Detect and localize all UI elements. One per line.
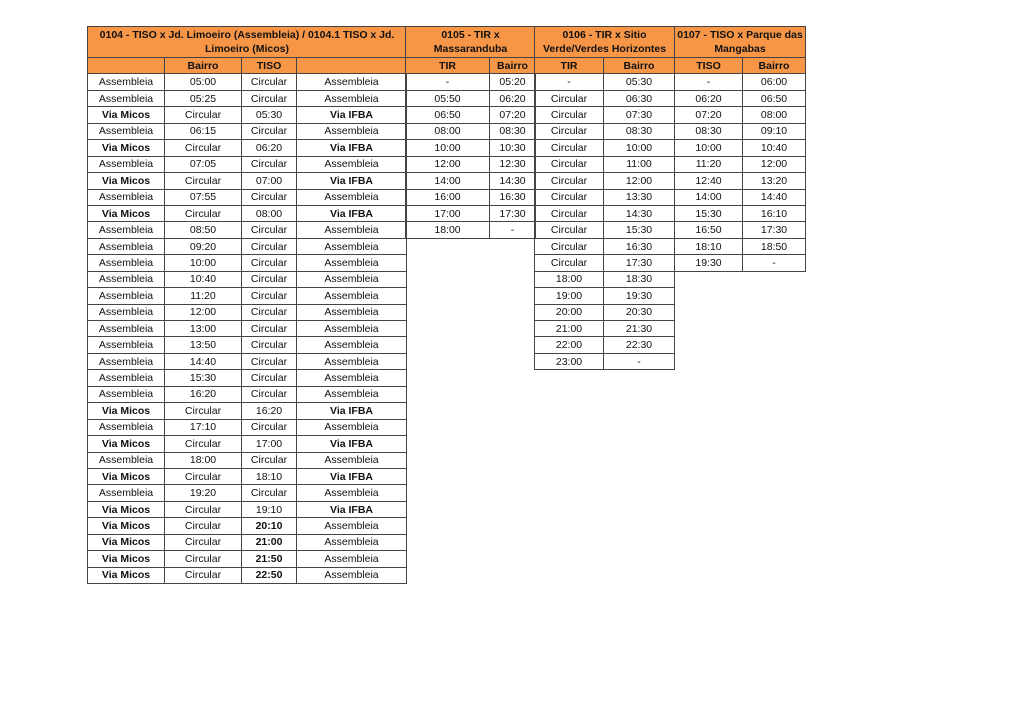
table-row bbox=[88, 271, 407, 287]
table-row bbox=[406, 205, 536, 221]
table-cell: 17:10 bbox=[165, 419, 242, 435]
table-cell: 16:10 bbox=[743, 205, 806, 221]
table-row bbox=[535, 107, 675, 123]
table-cell: 06:20 bbox=[490, 90, 536, 106]
table-cell: - bbox=[535, 74, 604, 90]
table-cell: Circular bbox=[242, 304, 297, 320]
table-cell: 12:40 bbox=[675, 173, 743, 189]
table-cell: 16:50 bbox=[675, 222, 743, 238]
table-row bbox=[535, 74, 675, 90]
table-cell: 05:30 bbox=[604, 74, 675, 90]
table-cell: 12:00 bbox=[406, 156, 490, 172]
table-row bbox=[88, 123, 407, 139]
table-cell: Assembleia bbox=[88, 238, 165, 254]
table-cell: Assembleia bbox=[88, 485, 165, 501]
table-cell: Circular bbox=[165, 501, 242, 517]
table-cell: 13:20 bbox=[743, 173, 806, 189]
table-row bbox=[535, 123, 675, 139]
table-cell: 22:50 bbox=[242, 567, 297, 583]
table-cell: 14:30 bbox=[490, 173, 536, 189]
table-cell: Via Micos bbox=[88, 173, 165, 189]
table-row bbox=[675, 140, 806, 156]
table-cell: Assembleia bbox=[297, 534, 407, 550]
schedule-table-0106 bbox=[534, 26, 675, 370]
table-cell: - bbox=[406, 74, 490, 90]
table-row bbox=[88, 156, 407, 172]
table-row bbox=[88, 403, 407, 419]
line-0105-col-bairro: Bairro bbox=[490, 58, 536, 74]
table-cell: 08:00 bbox=[743, 107, 806, 123]
table-cell: Circular bbox=[242, 288, 297, 304]
table-cell: Circular bbox=[165, 436, 242, 452]
table-cell: 07:55 bbox=[165, 189, 242, 205]
table-cell: 06:20 bbox=[675, 90, 743, 106]
table-row bbox=[88, 107, 407, 123]
table-row bbox=[406, 156, 536, 172]
table-cell: 08:30 bbox=[604, 123, 675, 139]
table-cell: 20:00 bbox=[535, 304, 604, 320]
table-cell: Circular bbox=[165, 518, 242, 534]
table-cell: 16:00 bbox=[406, 189, 490, 205]
table-cell: Via IFBA bbox=[297, 468, 407, 484]
table-cell: - bbox=[743, 255, 806, 271]
table-cell: 15:30 bbox=[675, 205, 743, 221]
table-row bbox=[675, 255, 806, 271]
table-cell: 18:50 bbox=[743, 238, 806, 254]
table-row bbox=[88, 238, 407, 254]
table-cell: 21:30 bbox=[604, 321, 675, 337]
line-0104-col-empty-right bbox=[297, 58, 407, 74]
table-cell: Assembleia bbox=[88, 90, 165, 106]
table-row bbox=[535, 90, 675, 106]
table-cell: 10:40 bbox=[165, 271, 242, 287]
table-cell: Circular bbox=[535, 107, 604, 123]
table-cell: Assembleia bbox=[297, 485, 407, 501]
table-row bbox=[675, 156, 806, 172]
table-cell: Via Micos bbox=[88, 551, 165, 567]
table-cell: Circular bbox=[535, 222, 604, 238]
table-cell: 11:00 bbox=[604, 156, 675, 172]
table-cell: Via Micos bbox=[88, 205, 165, 221]
table-row bbox=[406, 90, 536, 106]
table-cell: 14:30 bbox=[604, 205, 675, 221]
table-cell: Assembleia bbox=[88, 222, 165, 238]
table-cell: 13:50 bbox=[165, 337, 242, 353]
table-cell: 20:30 bbox=[604, 304, 675, 320]
table-row bbox=[406, 189, 536, 205]
table-cell: 11:20 bbox=[165, 288, 242, 304]
table-cell: Assembleia bbox=[297, 567, 407, 583]
table-row bbox=[88, 436, 407, 452]
table-cell: 07:00 bbox=[242, 173, 297, 189]
table-cell: Via Micos bbox=[88, 518, 165, 534]
table-cell: Assembleia bbox=[297, 238, 407, 254]
table-cell: 19:00 bbox=[535, 288, 604, 304]
table-cell: 10:00 bbox=[165, 255, 242, 271]
table-cell: 10:00 bbox=[604, 140, 675, 156]
table-cell: Via IFBA bbox=[297, 501, 407, 517]
table-cell: Circular bbox=[242, 271, 297, 287]
table-cell: 08:50 bbox=[165, 222, 242, 238]
table-cell: Via Micos bbox=[88, 436, 165, 452]
table-cell: Assembleia bbox=[297, 90, 407, 106]
table-cell: Via Micos bbox=[88, 403, 165, 419]
table-cell: Assembleia bbox=[297, 156, 407, 172]
table-row bbox=[88, 386, 407, 402]
table-cell: Circular bbox=[242, 353, 297, 369]
table-row bbox=[535, 222, 675, 238]
table-cell: Circular bbox=[165, 140, 242, 156]
table-row bbox=[88, 370, 407, 386]
table-cell: Assembleia bbox=[297, 337, 407, 353]
table-row bbox=[88, 255, 407, 271]
table-cell: Assembleia bbox=[88, 321, 165, 337]
table-row bbox=[675, 205, 806, 221]
table-row bbox=[675, 74, 806, 90]
table-cell: Assembleia bbox=[297, 189, 407, 205]
table-cell: Assembleia bbox=[88, 337, 165, 353]
table-cell: Via IFBA bbox=[297, 140, 407, 156]
table-row bbox=[535, 205, 675, 221]
table-cell: Via IFBA bbox=[297, 205, 407, 221]
table-cell: Via Micos bbox=[88, 567, 165, 583]
table-row bbox=[406, 107, 536, 123]
table-cell: Assembleia bbox=[297, 321, 407, 337]
table-row bbox=[535, 173, 675, 189]
line-0107-col-bairro: Bairro bbox=[743, 58, 806, 74]
line-0106-title: 0106 - TIR x Sitio Verde/Verdes Horizontes bbox=[535, 27, 675, 58]
table-cell: Assembleia bbox=[88, 419, 165, 435]
table-cell: 19:20 bbox=[165, 485, 242, 501]
table-cell: Circular bbox=[242, 419, 297, 435]
table-row bbox=[88, 468, 407, 484]
table-cell: 06:30 bbox=[604, 90, 675, 106]
table-row bbox=[535, 304, 675, 320]
table-cell: 06:50 bbox=[743, 90, 806, 106]
table-cell: Assembleia bbox=[297, 370, 407, 386]
table-cell: Circular bbox=[242, 156, 297, 172]
table-row bbox=[535, 337, 675, 353]
table-cell: Circular bbox=[242, 386, 297, 402]
table-cell: Circular bbox=[535, 156, 604, 172]
table-cell: 12:00 bbox=[743, 156, 806, 172]
table-cell: 12:00 bbox=[604, 173, 675, 189]
table-cell: 09:10 bbox=[743, 123, 806, 139]
table-cell: Circular bbox=[535, 189, 604, 205]
table-cell: Assembleia bbox=[297, 353, 407, 369]
line-0107-title: 0107 - TISO x Parque das Mangabas bbox=[675, 27, 806, 58]
table-cell: 10:40 bbox=[743, 140, 806, 156]
table-cell: 18:00 bbox=[535, 271, 604, 287]
table-cell: 13:30 bbox=[604, 189, 675, 205]
table-cell: Assembleia bbox=[88, 255, 165, 271]
table-cell: 13:00 bbox=[165, 321, 242, 337]
table-cell: Via Micos bbox=[88, 107, 165, 123]
table-cell: Assembleia bbox=[88, 386, 165, 402]
table-cell: 17:30 bbox=[743, 222, 806, 238]
schedule-table-0107 bbox=[674, 26, 806, 272]
table-row bbox=[675, 123, 806, 139]
table-cell: Assembleia bbox=[297, 288, 407, 304]
table-row bbox=[406, 74, 536, 90]
table-cell: 10:00 bbox=[675, 140, 743, 156]
table-cell: Via IFBA bbox=[297, 436, 407, 452]
table-cell: 08:30 bbox=[675, 123, 743, 139]
table-cell: Circular bbox=[165, 567, 242, 583]
table-row bbox=[675, 90, 806, 106]
table-cell: Circular bbox=[535, 205, 604, 221]
table-cell: 18:30 bbox=[604, 271, 675, 287]
table-row bbox=[88, 74, 407, 90]
table-cell: 16:30 bbox=[490, 189, 536, 205]
table-cell: 16:20 bbox=[242, 403, 297, 419]
table-cell: 18:00 bbox=[406, 222, 490, 238]
table-cell: 17:30 bbox=[490, 205, 536, 221]
table-cell: 07:20 bbox=[675, 107, 743, 123]
table-cell: Circular bbox=[535, 255, 604, 271]
table-cell: Assembleia bbox=[297, 304, 407, 320]
table-row bbox=[535, 140, 675, 156]
table-row bbox=[88, 90, 407, 106]
table-cell: 14:00 bbox=[406, 173, 490, 189]
table-row bbox=[535, 353, 675, 369]
table-row bbox=[406, 173, 536, 189]
table-cell: Assembleia bbox=[88, 370, 165, 386]
table-row bbox=[406, 123, 536, 139]
table-cell: 17:00 bbox=[242, 436, 297, 452]
table-cell: 08:00 bbox=[406, 123, 490, 139]
table-cell: 17:00 bbox=[406, 205, 490, 221]
table-row bbox=[675, 107, 806, 123]
table-cell: Circular bbox=[165, 551, 242, 567]
table-row bbox=[88, 337, 407, 353]
table-row bbox=[675, 173, 806, 189]
table-row bbox=[675, 238, 806, 254]
table-cell: 05:30 bbox=[242, 107, 297, 123]
table-row bbox=[88, 222, 407, 238]
table-cell: 07:05 bbox=[165, 156, 242, 172]
table-row bbox=[88, 419, 407, 435]
table-cell: Via Micos bbox=[88, 140, 165, 156]
table-cell: 12:30 bbox=[490, 156, 536, 172]
table-cell: Assembleia bbox=[88, 304, 165, 320]
table-cell: Assembleia bbox=[88, 288, 165, 304]
table-cell: Assembleia bbox=[297, 123, 407, 139]
table-cell: 17:30 bbox=[604, 255, 675, 271]
table-cell: 05:25 bbox=[165, 90, 242, 106]
table-cell: Via IFBA bbox=[297, 173, 407, 189]
table-cell: 05:20 bbox=[490, 74, 536, 90]
table-cell: 06:20 bbox=[242, 140, 297, 156]
table-cell: 05:00 bbox=[165, 74, 242, 90]
table-row bbox=[535, 189, 675, 205]
table-cell: Via IFBA bbox=[297, 107, 407, 123]
table-cell: Circular bbox=[242, 321, 297, 337]
line-0104-col-tiso: TISO bbox=[242, 58, 297, 74]
table-row bbox=[88, 140, 407, 156]
schedule-table-0104 bbox=[87, 26, 407, 584]
table-cell: Via IFBA bbox=[297, 403, 407, 419]
table-cell: 11:20 bbox=[675, 156, 743, 172]
table-cell: Circular bbox=[242, 90, 297, 106]
table-cell: Circular bbox=[242, 370, 297, 386]
line-0107-col-tiso: TISO bbox=[675, 58, 743, 74]
table-row bbox=[88, 321, 407, 337]
table-cell: Assembleia bbox=[297, 255, 407, 271]
table-cell: Via Micos bbox=[88, 468, 165, 484]
table-cell: Assembleia bbox=[88, 353, 165, 369]
table-cell: 06:50 bbox=[406, 107, 490, 123]
table-cell: Circular bbox=[165, 205, 242, 221]
table-cell: 14:40 bbox=[743, 189, 806, 205]
table-cell: 18:10 bbox=[242, 468, 297, 484]
table-cell: Circular bbox=[165, 534, 242, 550]
table-cell: - bbox=[675, 74, 743, 90]
table-cell: 18:00 bbox=[165, 452, 242, 468]
table-row bbox=[88, 189, 407, 205]
table-cell: Circular bbox=[242, 255, 297, 271]
table-cell: 19:10 bbox=[242, 501, 297, 517]
table-cell: 21:00 bbox=[242, 534, 297, 550]
table-cell: 20:10 bbox=[242, 518, 297, 534]
table-cell: 21:50 bbox=[242, 551, 297, 567]
table-cell: Circular bbox=[535, 140, 604, 156]
table-row bbox=[535, 255, 675, 271]
line-0104-col-empty-left bbox=[88, 58, 165, 74]
table-cell: Assembleia bbox=[297, 271, 407, 287]
line-0106-col-bairro: Bairro bbox=[604, 58, 675, 74]
table-cell: 15:30 bbox=[165, 370, 242, 386]
table-cell: Circular bbox=[242, 222, 297, 238]
table-row bbox=[535, 156, 675, 172]
table-cell: Circular bbox=[242, 189, 297, 205]
table-row bbox=[88, 567, 407, 583]
table-cell: Circular bbox=[535, 123, 604, 139]
table-cell: 22:30 bbox=[604, 337, 675, 353]
table-row bbox=[88, 452, 407, 468]
schedule-table-0105 bbox=[405, 26, 536, 239]
table-cell: 21:00 bbox=[535, 321, 604, 337]
table-cell: 08:30 bbox=[490, 123, 536, 139]
table-row bbox=[88, 518, 407, 534]
table-cell: Circular bbox=[242, 123, 297, 139]
table-cell: 09:20 bbox=[165, 238, 242, 254]
table-row bbox=[535, 321, 675, 337]
table-cell: - bbox=[490, 222, 536, 238]
table-cell: 16:30 bbox=[604, 238, 675, 254]
line-0104-col-bairro: Bairro bbox=[165, 58, 242, 74]
table-cell: Circular bbox=[242, 238, 297, 254]
table-cell: 22:00 bbox=[535, 337, 604, 353]
table-cell: Assembleia bbox=[297, 518, 407, 534]
table-row bbox=[88, 205, 407, 221]
table-cell: 06:00 bbox=[743, 74, 806, 90]
table-cell: Assembleia bbox=[88, 271, 165, 287]
table-cell: 16:20 bbox=[165, 386, 242, 402]
table-cell: Circular bbox=[535, 90, 604, 106]
table-cell: 19:30 bbox=[675, 255, 743, 271]
table-cell: Assembleia bbox=[88, 452, 165, 468]
table-cell: Circular bbox=[165, 173, 242, 189]
table-row bbox=[406, 140, 536, 156]
table-cell: Circular bbox=[165, 107, 242, 123]
table-row bbox=[88, 551, 407, 567]
table-row bbox=[88, 485, 407, 501]
table-cell: 23:00 bbox=[535, 353, 604, 369]
table-row bbox=[88, 304, 407, 320]
line-0106-col-tir: TIR bbox=[535, 58, 604, 74]
table-cell: 19:30 bbox=[604, 288, 675, 304]
table-cell: Assembleia bbox=[88, 156, 165, 172]
line-0105-col-tir: TIR bbox=[406, 58, 490, 74]
table-cell: 07:20 bbox=[490, 107, 536, 123]
table-cell: 05:50 bbox=[406, 90, 490, 106]
table-cell: Via Micos bbox=[88, 501, 165, 517]
table-cell: Assembleia bbox=[297, 74, 407, 90]
table-row bbox=[88, 173, 407, 189]
table-row bbox=[88, 534, 407, 550]
table-cell: Circular bbox=[242, 452, 297, 468]
table-cell: Via Micos bbox=[88, 534, 165, 550]
table-cell: Circular bbox=[242, 74, 297, 90]
table-cell: - bbox=[604, 353, 675, 369]
table-cell: Circular bbox=[165, 403, 242, 419]
table-cell: Assembleia bbox=[297, 419, 407, 435]
table-row bbox=[406, 222, 536, 238]
table-cell: 14:40 bbox=[165, 353, 242, 369]
table-row bbox=[675, 222, 806, 238]
table-cell: Assembleia bbox=[297, 551, 407, 567]
table-cell: Assembleia bbox=[297, 222, 407, 238]
table-cell: Assembleia bbox=[88, 189, 165, 205]
table-cell: 18:10 bbox=[675, 238, 743, 254]
table-row bbox=[88, 288, 407, 304]
table-cell: 06:15 bbox=[165, 123, 242, 139]
table-cell: 10:30 bbox=[490, 140, 536, 156]
table-row bbox=[88, 501, 407, 517]
line-0105-title: 0105 - TIR x Massaranduba bbox=[406, 27, 536, 58]
table-row bbox=[535, 238, 675, 254]
table-cell: Circular bbox=[242, 485, 297, 501]
table-row bbox=[88, 353, 407, 369]
table-cell: Assembleia bbox=[297, 452, 407, 468]
table-cell: Assembleia bbox=[297, 386, 407, 402]
table-cell: 12:00 bbox=[165, 304, 242, 320]
table-cell: Assembleia bbox=[88, 74, 165, 90]
table-cell: Circular bbox=[242, 337, 297, 353]
table-cell: Assembleia bbox=[88, 123, 165, 139]
table-cell: Circular bbox=[165, 468, 242, 484]
table-cell: Circular bbox=[535, 173, 604, 189]
table-cell: 08:00 bbox=[242, 205, 297, 221]
table-row bbox=[535, 271, 675, 287]
table-cell: 15:30 bbox=[604, 222, 675, 238]
table-cell: 14:00 bbox=[675, 189, 743, 205]
table-cell: 10:00 bbox=[406, 140, 490, 156]
table-row bbox=[675, 189, 806, 205]
line-0104-title: 0104 - TISO x Jd. Limoeiro (Assembleia) / 0104.1 TISO x Jd. Limoeiro (Micos) bbox=[88, 27, 407, 58]
table-cell: Circular bbox=[535, 238, 604, 254]
table-cell: 07:30 bbox=[604, 107, 675, 123]
table-row bbox=[535, 288, 675, 304]
